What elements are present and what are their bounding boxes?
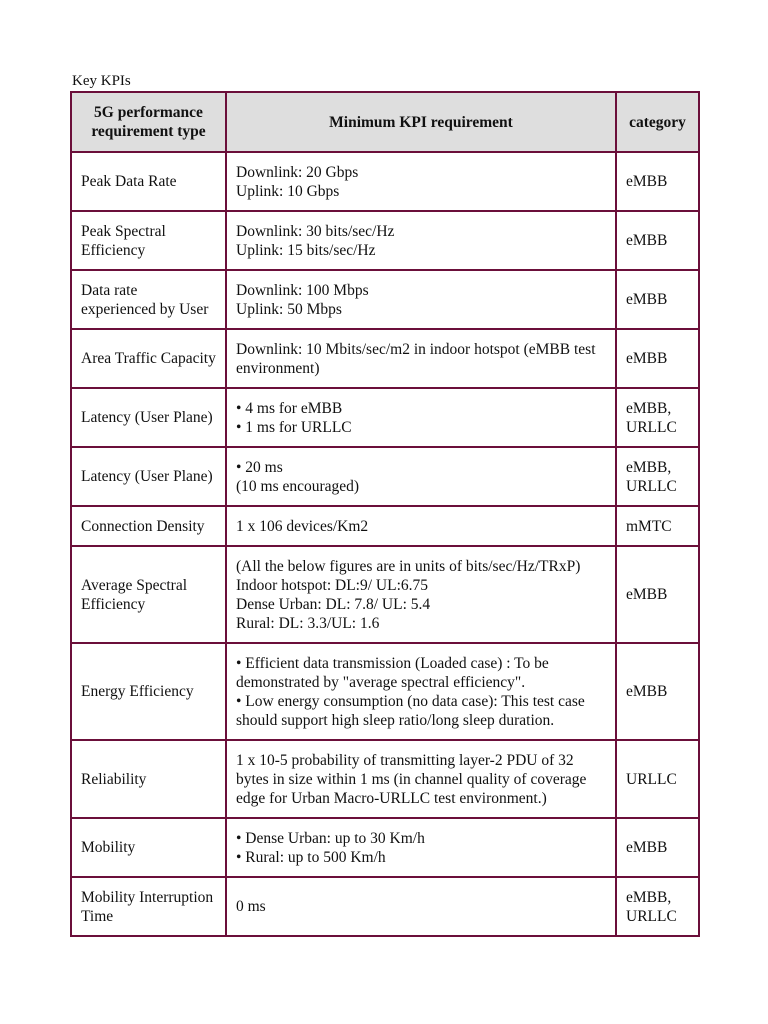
table-row	[71, 546, 699, 643]
table-row	[71, 506, 699, 546]
cell-requirement	[226, 740, 616, 818]
cell-type: Mobility Interruption Time	[71, 877, 226, 936]
requirement-line: Indoor hotspot: DL:9/ UL:6.75	[236, 576, 429, 594]
requirement-line: 1 x 10-5 probability of transmitting layer-2 PDU of 32 bytes in size within 1 ms (in channel quality of coverage edge for Urban Macro-URLLC test environment.)	[236, 751, 587, 807]
kpi-table	[70, 91, 700, 937]
header-category: category	[616, 92, 699, 152]
cell-type: Average Spectral Efficiency	[71, 546, 226, 643]
table-row	[71, 877, 699, 936]
cell-requirement	[226, 270, 616, 329]
cell-requirement	[226, 643, 616, 740]
cell-type: Latency (User Plane)	[71, 388, 226, 447]
requirement-line: Dense Urban: DL: 7.8/ UL: 5.4	[236, 595, 431, 613]
requirement-line: • Rural: up to 500 Km/h	[236, 848, 386, 866]
requirement-line: Downlink: 30 bits/sec/Hz	[236, 222, 395, 240]
table-header-row	[71, 92, 699, 152]
requirement-line: • 1 ms for URLLC	[236, 418, 352, 436]
cell-requirement	[226, 211, 616, 270]
cell-requirement	[226, 506, 616, 546]
header-requirement-type: 5G performance requirement type	[71, 92, 226, 152]
table-row	[71, 447, 699, 506]
requirement-line: Downlink: 100 Mbps	[236, 281, 369, 299]
requirement-line: • Low energy consumption (no data case): This test case should support high sleep ratio/long sleep duration.	[236, 692, 585, 729]
cell-category: eMBB, URLLC	[616, 447, 699, 506]
table-row	[71, 329, 699, 388]
table-row	[71, 388, 699, 447]
requirement-line: • Efficient data transmission (Loaded case) : To be demonstrated by "average spectral efficiency".	[236, 654, 549, 691]
cell-category: URLLC	[616, 740, 699, 818]
requirement-line: (10 ms encouraged)	[236, 477, 360, 495]
cell-type: Energy Efficiency	[71, 643, 226, 740]
cell-category: eMBB	[616, 211, 699, 270]
cell-type: Latency (User Plane)	[71, 447, 226, 506]
cell-requirement	[226, 447, 616, 506]
cell-category: eMBB	[616, 329, 699, 388]
cell-type: Area Traffic Capacity	[71, 329, 226, 388]
requirement-line: 1 x 106 devices/Km2	[236, 517, 369, 535]
requirement-line: Downlink: 10 Mbits/sec/m2 in indoor hotspot (eMBB test environment)	[236, 340, 596, 377]
cell-category: eMBB	[616, 270, 699, 329]
requirement-line: Rural: DL: 3.3/UL: 1.6	[236, 614, 380, 632]
cell-type: Peak Data Rate	[71, 152, 226, 211]
table-caption: Key KPIs	[72, 73, 131, 89]
requirement-line: Uplink: 50 Mbps	[236, 300, 342, 318]
cell-requirement	[226, 818, 616, 877]
requirement-line: • 20 ms	[236, 458, 283, 476]
header-minimum-kpi: Minimum KPI requirement	[226, 92, 616, 152]
cell-category: eMBB	[616, 818, 699, 877]
cell-category: eMBB, URLLC	[616, 877, 699, 936]
table-row	[71, 152, 699, 211]
cell-requirement	[226, 152, 616, 211]
requirement-line: • 4 ms for eMBB	[236, 399, 343, 417]
cell-requirement	[226, 329, 616, 388]
cell-type: Connection Density	[71, 506, 226, 546]
requirement-line: 0 ms	[236, 898, 266, 915]
table-row	[71, 643, 699, 740]
cell-category: eMBB	[616, 643, 699, 740]
cell-requirement	[226, 877, 616, 936]
cell-category: eMBB	[616, 546, 699, 643]
requirement-line: Downlink: 20 Gbps	[236, 163, 359, 181]
cell-requirement	[226, 388, 616, 447]
cell-category: eMBB, URLLC	[616, 388, 699, 447]
cell-category: mMTC	[616, 506, 699, 546]
table-row	[71, 818, 699, 877]
requirement-line: Uplink: 10 Gbps	[236, 182, 340, 200]
table-row	[71, 270, 699, 329]
cell-type: Reliability	[71, 740, 226, 818]
cell-type: Peak Spectral Efficiency	[71, 211, 226, 270]
table-row	[71, 740, 699, 818]
table-row	[71, 211, 699, 270]
cell-category: eMBB	[616, 152, 699, 211]
cell-requirement	[226, 546, 616, 643]
cell-type: Mobility	[71, 818, 226, 877]
requirement-line: (All the below figures are in units of bits/sec/Hz/TRxP)	[236, 557, 581, 575]
cell-type: Data rate experienced by User	[71, 270, 226, 329]
requirement-line: Uplink: 15 bits/sec/Hz	[236, 241, 376, 259]
requirement-line: • Dense Urban: up to 30 Km/h	[236, 829, 425, 847]
